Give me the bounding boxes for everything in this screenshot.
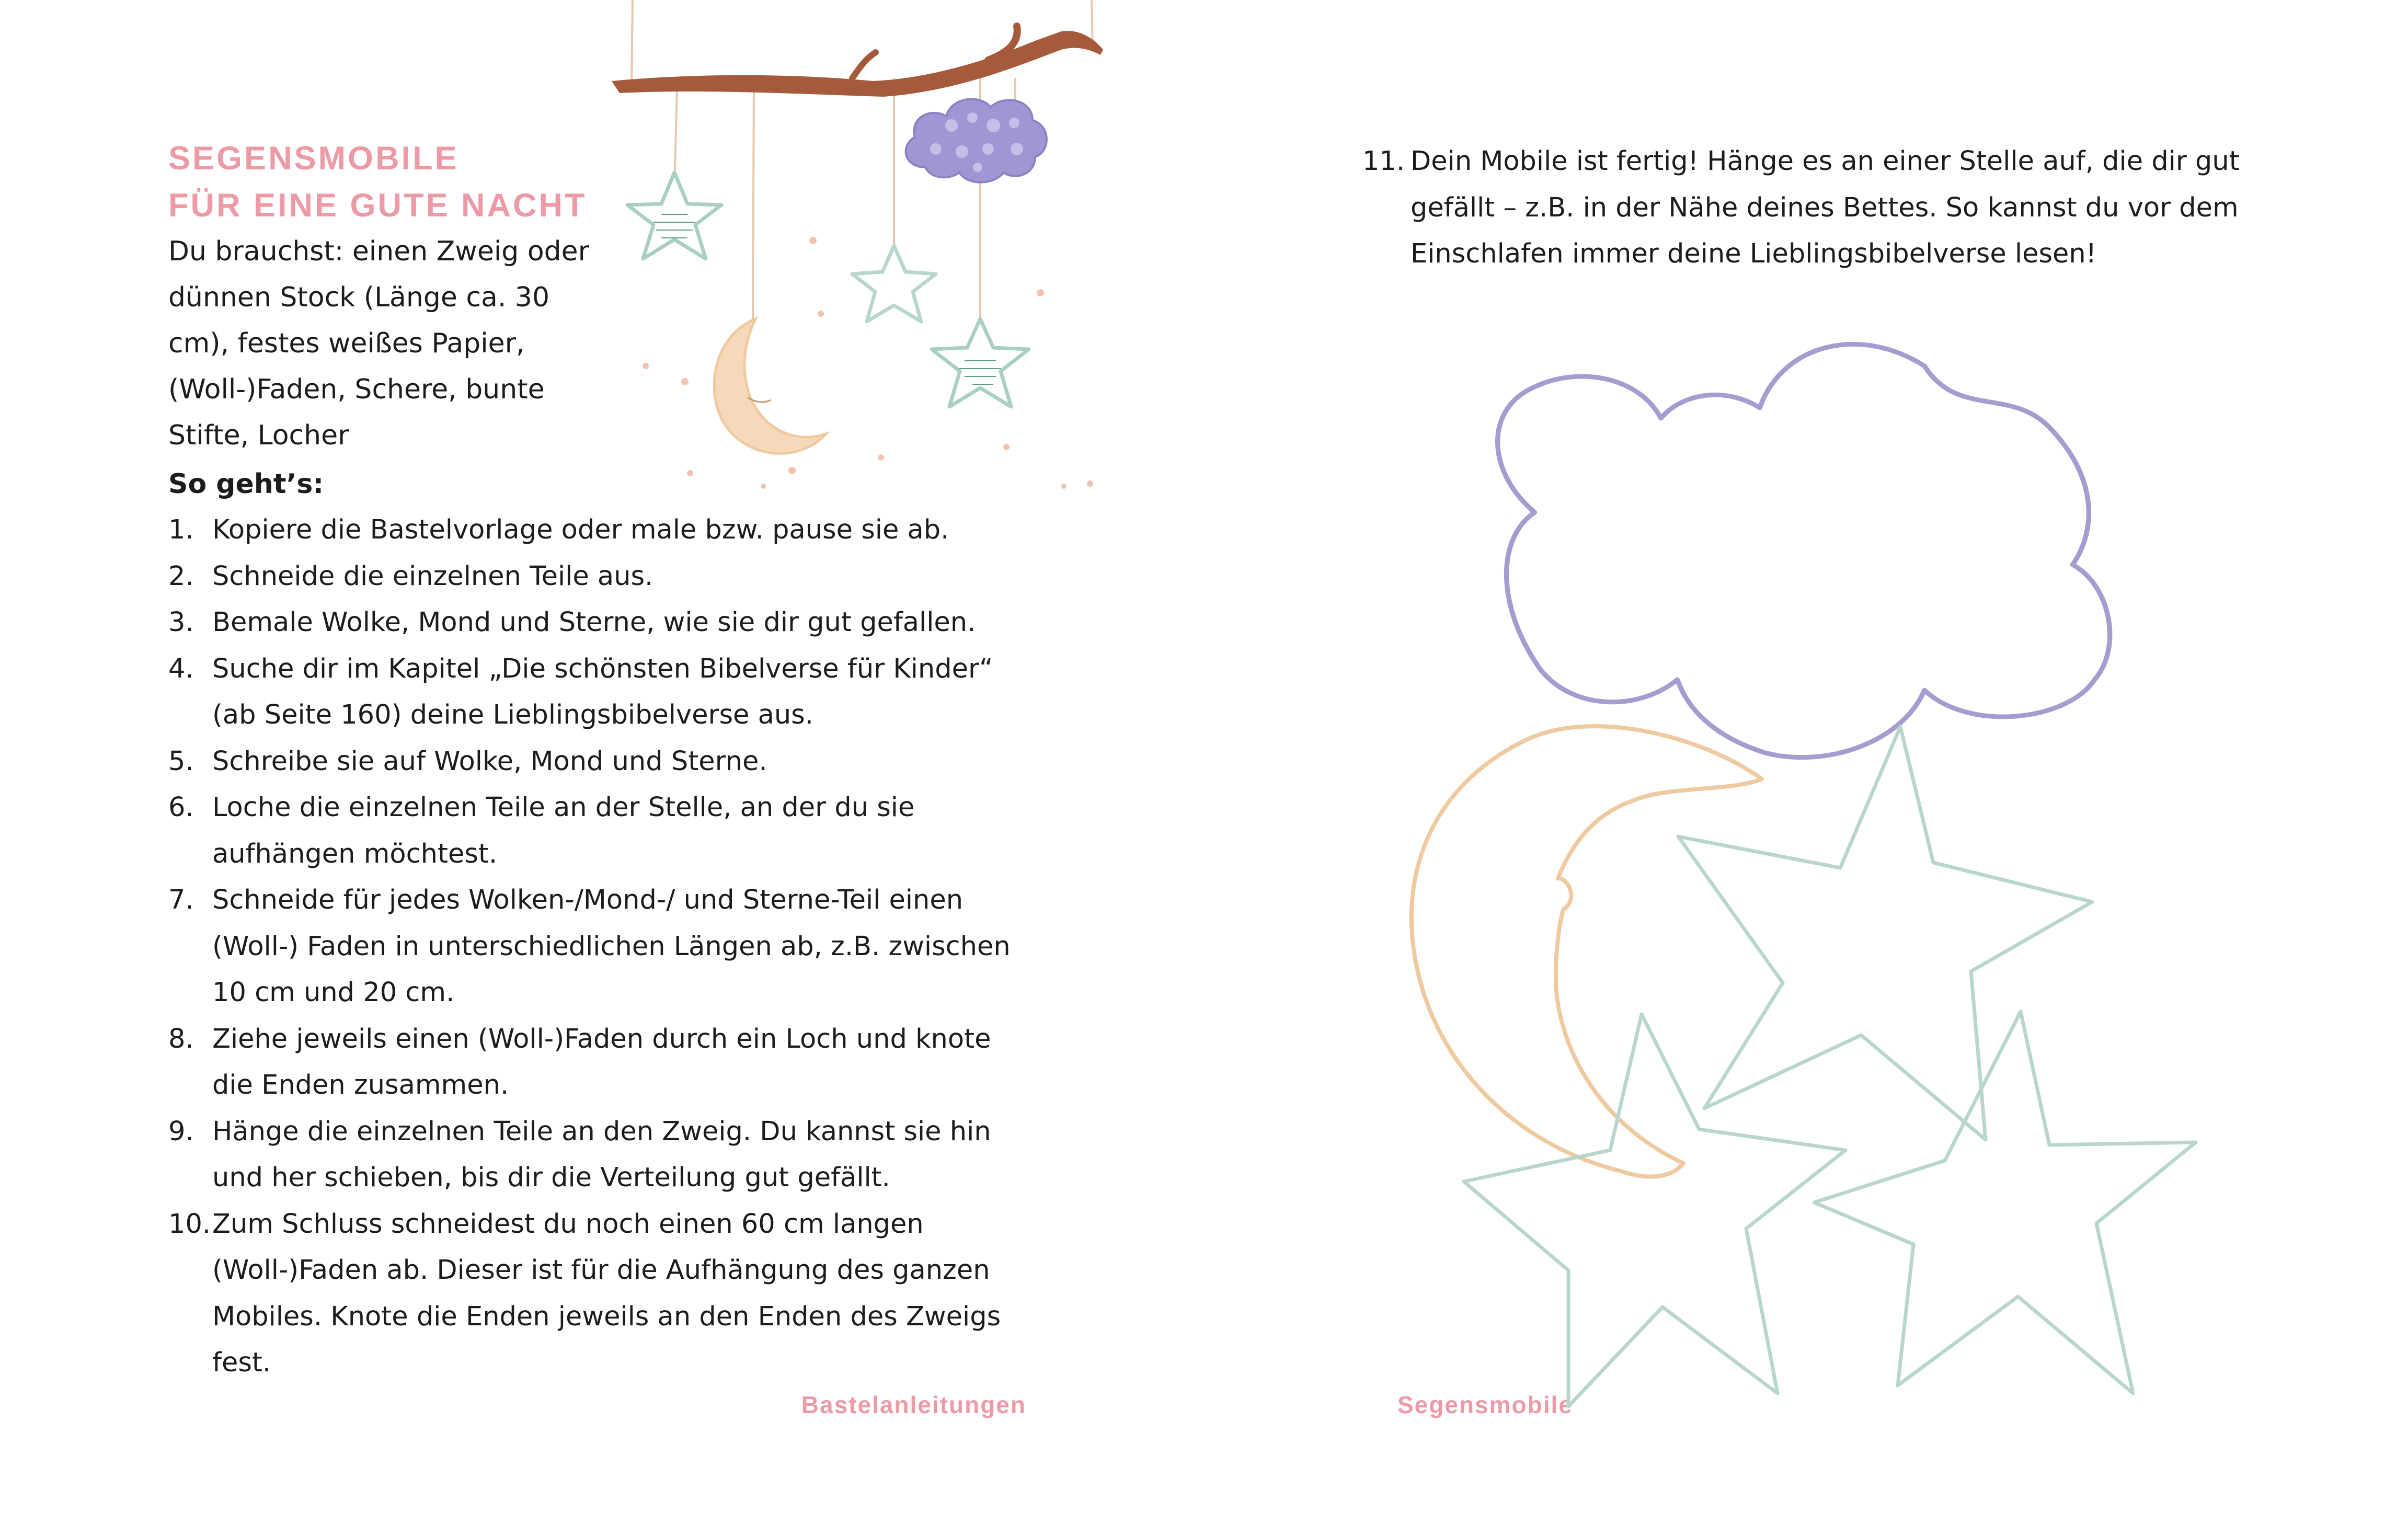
list-item — [168, 554, 1036, 600]
list-item — [168, 646, 1036, 739]
step-number: 3. — [168, 607, 194, 638]
step-text: Zum Schluss schneidest du noch einen 60 cm langen (Woll-)Faden ab. Dieser ist für die Aufhängung des ganzen Mobiles. Knote die Enden jeweils an den Enden des Zweigs fest. — [212, 1208, 1001, 1378]
step-number: 8. — [168, 1023, 194, 1054]
step-number: 9. — [168, 1116, 194, 1147]
cloud-icon — [906, 99, 1047, 182]
step-text: Dein Mobile ist fertig! Hänge es an einer Stelle auf, die dir gut gefällt – z.B. in der Nähe deines Bettes. So kannst du vor dem Einschlafen immer deine Lieblingsbibelverse lesen! — [1411, 146, 2240, 269]
step-text: Ziehe jeweils einen (Woll-)Faden durch ein Loch und knote die Enden zusammen. — [212, 1023, 991, 1101]
list-item — [168, 600, 1036, 646]
moon-template-icon — [1412, 726, 1762, 1177]
star-icon — [627, 173, 721, 259]
list-item — [168, 739, 1036, 785]
list-item — [168, 1016, 1036, 1109]
craft-templates — [1297, 293, 2279, 1443]
moon-icon — [714, 319, 826, 453]
step-11-list — [1362, 139, 2241, 278]
list-item — [168, 877, 1036, 1016]
steps-list — [168, 507, 1036, 1386]
branch-icon — [612, 26, 1103, 97]
folio-left: Bastelanleitungen — [801, 1391, 1026, 1418]
step-text: Bemale Wolke, Mond und Sterne, wie sie dir gut gefallen. — [212, 607, 976, 638]
cloud-template-icon — [1498, 344, 2110, 757]
page-title — [168, 135, 587, 229]
step-number: 5. — [168, 746, 194, 777]
step-text: Suche dir im Kapitel „Die schönsten Bibelverse für Kinder“ (ab Seite 160) deine Lieblingsbibelverse aus. — [212, 653, 993, 730]
step-text: Schneide die einzelnen Teile aus. — [212, 560, 653, 592]
star-icon — [852, 246, 936, 322]
howto-heading: So geht’s: — [168, 468, 324, 500]
step-number: 1. — [168, 514, 194, 545]
step-number: 11. — [1362, 146, 1405, 177]
mobile-illustration — [591, 0, 1114, 502]
list-item — [168, 1109, 1036, 1201]
list-item — [168, 1201, 1036, 1386]
star-icon — [932, 319, 1029, 407]
step-number: 6. — [168, 792, 194, 823]
list-item — [168, 785, 1036, 877]
step-text: Kopiere die Bastelvorlage oder male bzw. pause sie ab. — [212, 514, 949, 545]
title-line-2: FÜR EINE GUTE NACHT — [168, 187, 587, 224]
star-template-icon — [1814, 1012, 2196, 1393]
step-number: 2. — [168, 560, 194, 592]
step-number: 4. — [168, 653, 194, 684]
materials-text: Du brauchst: einen Zweig oder dünnen Stock (Länge ca. 30 cm), festes weißes Papier, (Woll-)Faden, Schere, bunte Stifte, Locher — [168, 236, 590, 451]
list-item — [1362, 139, 2241, 278]
star-template-icon — [1464, 1014, 1845, 1406]
step-text: Schreibe sie auf Wolke, Mond und Sterne. — [212, 746, 767, 777]
star-template-icon — [1678, 727, 2092, 1140]
step-text: Schneide für jedes Wolken-/Mond-/ und Sterne-Teil einen (Woll-) Faden in unterschiedlichen Längen ab, z.B. zwischen 10 cm und 20 cm. — [212, 885, 1011, 1008]
step-text: Hänge die einzelnen Teile an den Zweig. Du kannst sie hin und her schieben, bis dir die Verteilung gut gefällt. — [212, 1116, 991, 1193]
title-line-1: SEGENSMOBILE — [168, 140, 459, 177]
list-item — [168, 507, 1036, 554]
folio-right: Segensmobile — [1397, 1391, 1573, 1418]
step-number: 7. — [168, 885, 194, 915]
step-number: 10. — [168, 1208, 211, 1240]
step-text: Loche die einzelnen Teile an der Stelle, an der du sie aufhängen möchtest. — [212, 792, 915, 869]
